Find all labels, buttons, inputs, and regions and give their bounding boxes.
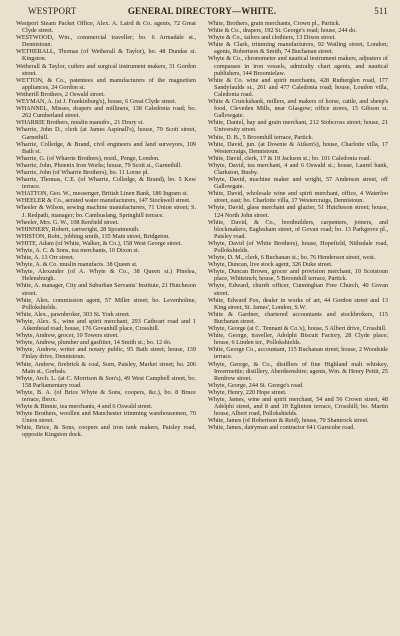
directory-entry: White & Cruickshank, millers, and makers of horse, cattle, and sheep's food, Cleveden Mills, near Glasgow; office stores, 15 Gibson st. Gallowgate. (208, 98, 388, 120)
directory-entry: Wharrie, John, Phoenix Iron Works; house, 79 Scott st., Garnethill. (16, 161, 182, 169)
directory-entry: Whyte, David, tea merchant, 4 and 6 Oswald st.; house, Laurel bank, Clarkston, Busby. (208, 161, 388, 176)
directory-entry: White & Co., drapers, 192 St. George's road; house, 244 do. (208, 27, 357, 35)
directory-entry: Whyte & Co., chronometer and nautical instrument makers, adjusters of compasses in iron vessels, admiralty chart agents, and nautical publishers, 144 Broomielaw. (208, 55, 388, 77)
directory-entry: WETTON, & Co., patentees and manufacturers of the magnetism appliances, 24 Gordon st. (16, 76, 196, 91)
directory-entry: White, A. manager, City and Suburban Servants' Institute, 21 Hutcheson street. (16, 282, 196, 297)
directory-entry: Whyte, David (of White Brothers), house, Hopefield, Nithsdale road, Pollokshields. (208, 239, 388, 254)
directory-entry: White, D. B., 5 Broomhill terrace, Partick. (208, 133, 314, 141)
directory-entry: White, David, & Co., bootbuilders, carpenters, joiners, and blockmakers, Eaglesham street, of Govan road; bo. 13 Parkgrove pl., Paisley road. (208, 218, 388, 240)
directory-entry: WHARRIE Brothers, muslin manufrs., 21 Drury st. (16, 119, 144, 127)
page-header (12, 4, 392, 18)
directory-entry: Westport Steam Packet Office, Alex. A. Laird & Co. agents, 72 Great Clyde street. (16, 20, 196, 35)
directory-entry: White, Alex. commission agent, 57 Miller street; bo. Levenholme, Pollokshields. (16, 296, 196, 311)
directory-entry: Whyte, Andrew, plumber and gasfitter, 14 Smith st.; bo. 12 do. (16, 339, 172, 347)
directory-entry: Whyte, Alexander (of A. Whyte & Co., 38 Queen st.) Pinelea, Helensburgh. (16, 268, 196, 283)
directory-entry: Whyte, Andrew, grocer, 10 Towers street. (16, 332, 119, 340)
directory-entry: Whyte, D. M., clerk, 6 Buchanan st.; bo. 76 Henderson street, west. (208, 254, 376, 262)
directory-entry: White, Andrew, firebrick & coal, Sorn, Paisley, Market street; bo. 206 Main st., Gorbals. (16, 360, 196, 375)
directory-entry: Wharrie, G. (of Wharrie Brothers), resid., Penge, London. (16, 154, 160, 162)
directory-entry: Whyte, Alex. S., wine and spirit merchant, 293 Cathcart road and 1 Aikenhead road; house, 176 Govanhill place, Crosshill. (16, 317, 196, 333)
directory-entry: White & Co. wine and spirit merchants, 428 Rutherglen road, 177 Sandyfaulds st., 261 and 477 Caledonia road; house, Loudon villa, Caledonia road. (208, 76, 388, 98)
directory-entry: WHATTON, Geo. W., messenger, British Linen Bank, 186 Ingram st. (16, 190, 189, 198)
directory-entry: Whyte & Co., tailors and clothiers, 13 Dixon street. (208, 34, 336, 42)
directory-entry: WHANNEL, Misses, drapers and milliners, 138 Caledonia road; bo. 262 Cumberland street. (16, 105, 196, 120)
directory-entry: Whyte, Edward, chureh officer, Cunninghan Free Church, 40 Govan street. (208, 282, 388, 297)
directory-entry: Whyte, David, glass merchant and glazier, 51 Hutcheson street; house, 124 North John street. (208, 204, 388, 219)
directory-entry: Whyte, A. C. & Sons, tea merchants, 10 Dixon st. (16, 247, 140, 254)
directory-entry: Wharrie, John D., clerk (at James Aspinall's), house, 79 Scott street, Garnethill. (16, 126, 196, 141)
directory-entry: WHINNERY, Robert, cartwright, 28 Spoutmouth. (16, 225, 140, 233)
directory-entry: WHEELER & Co., aerated water manufacturers, 147 Stockwell street. (16, 197, 191, 205)
directory-entry: White, Alex., pawnbroker, 303 St. York street. (16, 310, 131, 318)
directory-entry: Wheeler, Mrs. G. W., 108 Renfield street. (16, 218, 119, 226)
header-left-word: WESTPORT (28, 6, 77, 16)
directory-entry: Whyte, Duncan Brown, grocer and provision merchant, 10 Scotstoun place, Whiteinch; house, 5 Broomhill terrace, Partick. (208, 268, 388, 283)
directory-columns (16, 20, 388, 439)
directory-entry: Wetherill Brothers, 2 Oswald street. (16, 90, 105, 98)
directory-entry: Wharrie, John (of Wharrie Brothers), bo. 11 Lorne pl. (16, 168, 149, 176)
directory-entry: White, David, clerk, 17 & 19 Jackson st.; bo. 101 Caledonia road. (208, 154, 372, 162)
directory-entry: Whyte, Duncan, live stock agent, 326 Duke street. (208, 261, 333, 269)
directory-entry: Whyte, David, machine maker and wright, 57 Anderson street, off Gallowgate. (208, 176, 388, 191)
left-column (16, 20, 196, 439)
directory-entry: Wetherall & Taylor, cutlers and surgical instrument makers, 31 Gordon street. (16, 62, 196, 77)
header-title: GENERAL DIRECTORY—WHITE. (127, 6, 277, 16)
directory-entry: Whyte & Binnie, tea merchants, 4 and 6 Oswald street. (16, 403, 153, 411)
directory-entry: Wharrie, Thomas, C.E. (of Wharrie, Colledge, & Brand), bo. 5 Kew terrace. (16, 176, 196, 191)
directory-entry: WHITE, Adam (of White, Walker, & Co.), 158 West George street. (16, 239, 183, 247)
directory-entry: Whyte, George, & Co., distillers of fine Highland malt whiskey, Invermettie; distillery, Aberdeenshire; agents, Wm. & Henry Pettit, 25 Renfrew street. (208, 360, 388, 382)
directory-entry: WETHERALL, Thomas (of Wetherall & Taylor), bo. 48 Dundas st. Kingston. (16, 48, 196, 63)
directory-entry: White, James, dairyman and contractor 641 Garscube road. (208, 424, 355, 432)
directory-entry: Whyte, A. & Co. muslin manufacts. 38 Queen st. (16, 261, 138, 269)
directory-entry: White & Gardner, chartered accountants and stockbrokers, 115 Buchanan street. (208, 310, 388, 325)
directory-entry: Whyte, James, wine and spirit merchant, 54 and 56 Crown street, 48 Adelphi street, and 8 and 10 Eglinton terrace, Crosshill; bo. Martin house, Albert road, Pollokshields. (208, 395, 388, 418)
directory-entry: Whyte, George (at C. Tennant & Co.'s), house, 5 Albert drive, Crosshill. (208, 325, 387, 333)
directory-entry: Whyte, Andrew, writer and notary public, 95 Bath street; house, 139 Finlay drive, Dennistoun. (16, 346, 196, 361)
directory-entry: White & Clark, trimming manufacturers, 92 Watling street, London; agents, Robertson & Smith, 74 Buchanan street. (208, 41, 388, 56)
directory-entry: Whyte, Arch. L. (at C. Morrison & Son's), 49 West Campbell street, bo. 158 Parliamentary road. (16, 374, 196, 389)
directory-entry: White, Daniel, hay and grain merchant, 212 Stobcross street; house, 21 University street. (208, 119, 388, 134)
directory-entry: White, David, jun. (at Downie & Aitken's), house, Charlotte villa, 17 Westercraigs, Dennistoun. (208, 140, 388, 155)
directory-entry: Whyte Brothers, woollen and Manchester trimming warehousemen, 70 Union street. (16, 410, 196, 425)
directory-entry: WEYMAN, A. (at J. Frankinburg's), house, 6 Great Clyde street. (16, 98, 177, 106)
directory-entry: White, Edward Fox, dealer in works of art, 44 Gordon street and 13 King street, St. James', London, S.W. (208, 296, 388, 311)
directory-entry: White, James (of Robertson & Reid), house, 70 Shamrock street. (208, 417, 369, 425)
directory-entry: Whyte, George, 244 St. George's road. (208, 381, 304, 389)
directory-entry: White, David, wholesale wine and spirit merchant, office, 4 Waterloo street, east; bo. Charlotte villa, 17 Westercraigs, Dennistoun. (208, 190, 388, 205)
page-number: 511 (374, 6, 388, 16)
directory-entry: White, Brothers, grain merchants, Crown pl., Partick. (208, 20, 341, 27)
directory-entry: Whyte, B. A. (of Brice Whyte & Sons, coopers, &c.), bo. 8 Bruce terrace, Ibrox. (16, 388, 196, 403)
directory-entry: White, George, traveller, Adolphi Biscuit Factory, 28 Clyde place; house, 6 Linden ter., Pollokshields. (208, 332, 388, 347)
directory-entry: Wheeler & Wilson, sewing machine manufacturers, 71 Union street; S. J. Redpath, manager; bo. Cambuslang, Springhill terrace. (16, 204, 196, 219)
directory-entry: Whyte, Henry, 220 Hope street. (208, 388, 287, 396)
directory-entry: White, George Co., accountant, 115 Buchanan street; house, 2 Woodside terrace. (208, 346, 388, 361)
right-column (208, 20, 388, 439)
directory-entry: Wharrie, Colledge, & Brand, civil engineers and land surveyors, 109 Bath st. (16, 140, 196, 155)
directory-entry: WESTWOOD, Wm., commercial traveller; bo. 6 Armadale st., Dennistoun. (16, 34, 196, 49)
directory-entry: White, A. 13 Orr street. (16, 254, 75, 262)
directory-entry: White, Brice, & Sons, coopers and iron tank makers, Paisley road, opposite Kingston dock. (16, 424, 196, 439)
directory-entry: WHISTON, Robt., jobbing smith, 135 Main street, Bridgeton. (16, 232, 170, 240)
